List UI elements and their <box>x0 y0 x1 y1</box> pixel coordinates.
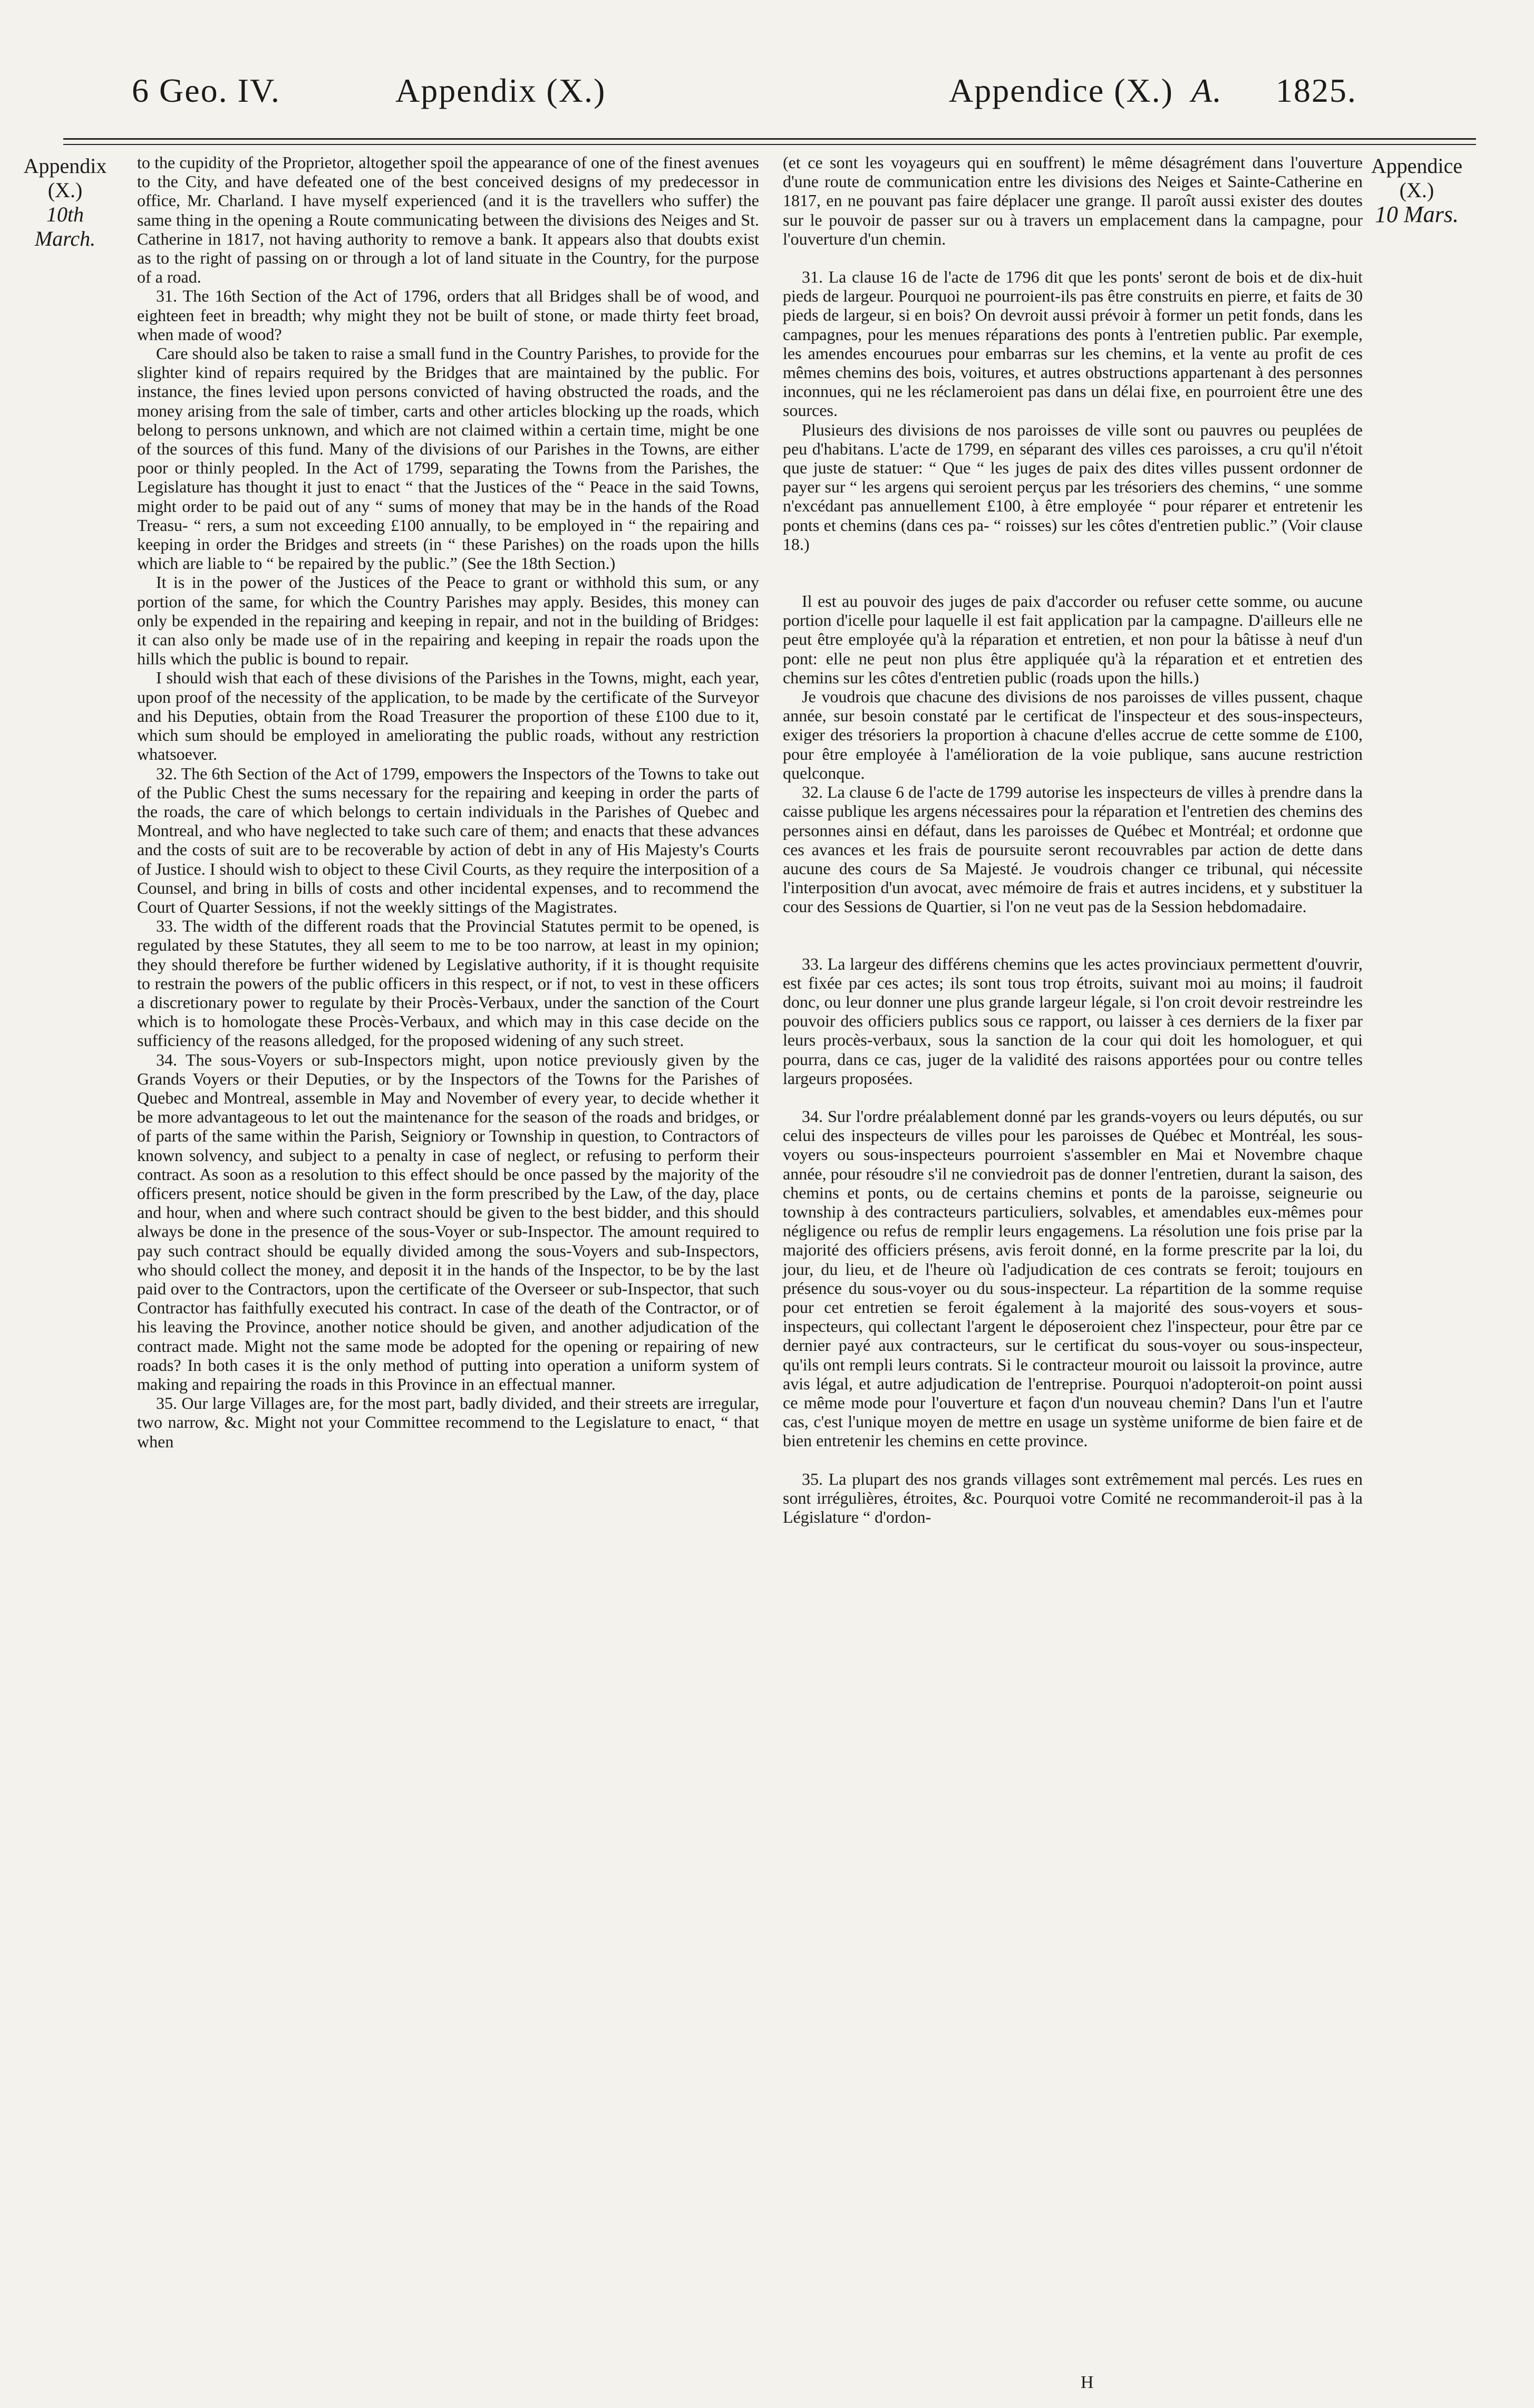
paragraph: 34. Sur l'ordre préalablement donné par les grands-voyers ou leurs députés, ou sur celui des inspecteurs de villes pour les paroisses de Québec et Montréal, les sous-voyers ou sous-inspecteurs pourroient s'assembler en Mai et Novembre chaque année, pour résoudre s'il ne conviedroit pas de donner l'entretien, durant la saison, des chemins et ponts, ou de certains chemins et ponts de la paroisse, seigneurie ou township à des contracteurs particuliers, solvables, et amendables eux-mêmes pour négligence ou refus de remplir leurs engagemens. La résolution une fois prise par la majorité des officiers présens, avis feroit donné, en la forme prescrite par la loi, du jour, du lieu, et de l'heure où l'adjudication de ces contrats se feroit; toujours en présence du sous-voyer ou du sous-inspecteur. La répartition de la somme requise pour cet entretien se feroit également à la majorité des sous-voyers et sous-inspecteurs, qui collectant l'argent le déposeroient chez l'inspecteur, pour être par ce dernier payé aux contracteurs, sur le certificat du sous-voyer ou sous-inspecteur, qu'ils ont rempli leurs contrats. Si le contracteur mouroit ou laissoit la province, autre avis légal, et autre adjudication de l'entreprise. Pourquoi n'adopteroit-on point aussi ce même mode pour l'ouverture et façon d'un nouveau chemin? Dans l'un et l'autre cas, c'est l'unique moyen de mettre en usage un système uniforme de bien faire et de bien entretenir les chemins en cette province. <box>783 1106 1363 1450</box>
english-column <box>137 153 759 1451</box>
paragraph: 33. La largeur des différens chemins que les actes provinciaux permettent d'ouvrir, est fixée par ces actes; ils sont tous trop étroits, suivant moi au moins; il faudroit donc, ou leur donner une plus grande largeur légale, si l'on croit devoir restreindre les pouvoir des officiers publics sous ce rapport, ou laisser à ces derniers de la fixer par leurs procès-verbaux, sous la sanction de la cour qui doit les homologuer, et qui pourra, dans ce cas, juger de la validité des raisons apportées pour ou contre telles largeurs proposées. <box>783 954 1363 1088</box>
header-letter: A. <box>1191 72 1223 109</box>
spacer <box>783 554 1363 573</box>
spacer <box>783 916 1363 935</box>
spacer <box>783 935 1363 954</box>
header-session: 6 Geo. IV. <box>132 72 280 109</box>
spacer <box>783 573 1363 592</box>
paragraph: (et ce sont les voyageurs qui en souffrent) le même désagrément dans l'ouverture d'une route de communication entre les divisions des Neiges et Sainte-Catherine en 1817, en ne pouvant pas faire déplacer une grange. Il paroît aussi exister des doutes sur le pouvoir de passer sur ou à travers un emplacement dans la campagne, pour l'ouverture d'un chemin. <box>783 153 1363 248</box>
paragraph: Plusieurs des divisions de nos paroisses de ville sont ou pauvres ou peuplées de peu d'habitans. L'acte de 1799, en séparant des villes ces paroisses, a cru qu'il n'étoit que juste de statuer: “ Que “ les juges de paix des dites villes pussent ordonner de payer sur “ les argens qui seroient perçus par les trésoriers des chemins, “ une somme n'excédant pas annuellement £100, à être employée “ pour réparer et entretenir les ponts et chemins (dans ces pa- “ roisses) sur les côtes d'entretien public.” (Voir clause 18.) <box>783 420 1363 554</box>
margin-label: Appendice <box>1371 154 1463 178</box>
margin-sub: (X.) <box>47 178 83 202</box>
paragraph: Je voudrois que chacune des divisions de nos paroisses de villes pussent, chaque année, sur besoin constaté par le certificat de l'inspecteur et des sous-inspecteurs, exiger des trésoriers la proportion à chacune d'elles accrue de cette somme de £100, pour être employée à l'amélioration de la voie publique, sans aucune restriction quelconque. <box>783 687 1363 782</box>
margin-note-english <box>19 154 111 251</box>
paragraph: 31. The 16th Section of the Act of 1796, orders that all Bridges shall be of wood, and eighteen feet in breadth; why might they not be built of stone, or made thirty feet broad, when made of wood? <box>137 286 759 344</box>
margin-note-french <box>1371 154 1463 227</box>
header-rule <box>63 138 1476 145</box>
spacer <box>783 248 1363 267</box>
header-appendix-french: Appendice (X.) <box>949 72 1174 109</box>
paragraph: Il est au pouvoir des juges de paix d'accorder ou refuser cette somme, ou aucune portion d'icelle pour laquelle il est fait application par la campagne. D'ailleurs elle ne peut être employée qu'à la réparation et entretien, et non pour la bâtisse à neuf d'un pont: elle ne peut non plus être appliquée qu'à la réparation et et entretien des chemins sur les côtes d'entretien public (roads upon the hills.) <box>783 592 1363 687</box>
running-header <box>132 71 1397 129</box>
paragraph: I should wish that each of these divisions of the Parishes in the Towns, might, each year, upon proof of the necessity of the application, to be made by the certificate of the Surveyor and his Deputies, obtain from the Road Treasurer the proportion of these £100 due to it, which sum should be employed in ameliorating the public roads, without any restriction whatsoever. <box>137 668 759 764</box>
spacer <box>783 1450 1363 1469</box>
margin-label: Appendix <box>23 154 107 178</box>
paragraph: 31. La clause 16 de l'acte de 1796 dit que les ponts' seront de bois et de dix-huit pieds de largeur. Pourquoi ne pourroient-ils pas être construits en pierre, et faits de 30 pieds de largeur, si en bois? On devroit aussi prévoir à former un petit fonds, dans les campagnes, pour les menues réparations des ponts à l'entretien public. Par exemple, les amendes encourues pour embarras sur les chemins, et la vente au profit de ces mêmes chemins des bois, voitures, et autres obstructions appartenant à des personnes inconnues, qui ne les réclameroient pas dans un délai fixe, en pourroient être une des sources. <box>783 267 1363 420</box>
paragraph: 35. Our large Villages are, for the most part, badly divided, and their streets are irregular, two narrow, &c. Might not your Committee recommend to the Legislature to enact, “ that when <box>137 1394 759 1451</box>
header-appendix-english: Appendix (X.) <box>395 72 606 109</box>
french-column <box>783 153 1363 1526</box>
paragraph: It is in the power of the Justices of the Peace to grant or withhold this sum, or any portion of the same, for which the Country Parishes may apply. Besides, this money can only be expended in the repairing and keeping in repair, and not in the building of Bridges: it can also only be made use of in the repairing and keeping in repair the roads upon the hills which the public is bound to repair. <box>137 573 759 669</box>
paragraph: Care should also be taken to raise a small fund in the Country Parishes, to provide for the slighter kind of repairs required by the Bridges that are maintained by the public. For instance, the fines levied upon persons convicted of having obstructed the roads, and the money arising from the sale of timber, carts and other articles blocking up the roads, which belong to persons unknown, and which are not claimed within a certain time, might be one of the sources of this fund. Many of the divisions of our Parishes in the Towns, are either poor or thinly peopled. In the Act of 1799, separating the Towns from the Parishes, the Legislature has thought it just to enact “ that the Justices of the “ Peace in the said Towns, might order to be paid out of any “ sums of money that may be in the hands of the Road Treasu- “ rers, a sum not exceeding £100 annually, to be employed in “ the repairing and keeping in order the Bridges and streets (in “ these Parishes) on the roads upon the hills which are liable to “ be repaired by the public.” (See the 18th Section.) <box>137 344 759 573</box>
margin-date: 10th March. <box>34 202 96 250</box>
paragraph: 32. The 6th Section of the Act of 1799, empowers the Inspectors of the Towns to take out of the Public Chest the sums necessary for the repairing and keeping in order the parts of the roads, the care of which belongs to certain individuals in the Parishes of Quebec and Montreal, and who have neglected to take such care of them; and enacts that these advances and the costs of suit are to be recoverable by action of debt in any of His Majesty's Courts of Justice. I should wish to object to these Civil Courts, as they require the interposition of a Counsel, and bring in bills of costs and other incidental expenses, and to recommend the Court of Quarter Sessions, if not the weekly sittings of the Magistrates. <box>137 763 759 916</box>
paragraph: 34. The sous-Voyers or sub-Inspectors might, upon notice previously given by the Grands Voyers or their Deputies, or by the Inspectors of the Towns for the Parishes of Quebec and Montreal, assemble in May and November of every year, to decide whether it be more advantageous to let out the maintenance for the season of the roads and bridges, or of parts of the same within the Parish, Seigniory or Township in question, to Contractors of known solvency, and subject to a penalty in case of neglect, or refusing to perform their contract. As soon as a resolution to this effect should be once passed by the majority of the officers present, notice should be given in the form prescribed by the Law, of the day, place and hour, when and where such contract should be given to the best bidder, and this should always be done in the presence of the sous-Voyer or sub-Inspector. The amount required to pay such contract should be equally divided among the sous-Voyers and sub-Inspectors, who should collect the money, and deposit it in the hands of the Inspector, to be by the last paid over to the Contractors, upon the certificate of the Overseer or sub-Inspector, that such Contractor has faithfully executed his contract. In case of the death of the Contractor, or of his leaving the Province, another notice should be given, and another adjudication of the contract made. Might not the same mode be adopted for the opening or repairing of new roads? In both cases it is the only method of putting into operation a uniform system of making and repairing the roads in this Province in an effectual manner. <box>137 1050 759 1394</box>
spacer <box>783 1088 1363 1107</box>
paragraph: 32. La clause 6 de l'acte de 1799 autorise les inspecteurs de villes à prendre dans la caisse publique les argens nécessaires pour la réparation et l'entretien des chemins des personnes ainsi en défaut, dans les paroisses de Québec et Montréal; et ordonne que ces avances et les frais de poursuite seront recouvrables par action de dette dans aucune des cours de Sa Majesté. Je voudrois changer ce tribunal, qui nécessite l'interposition d'un avocat, avec mémoire de frais et autres incidens, et y substituer la cour des Sessions de Quartier, si l'on ne veut pas de la Session hebdomadaire. <box>783 782 1363 916</box>
margin-sub: (X.) <box>1399 178 1434 202</box>
header-year: 1825. <box>1276 72 1357 109</box>
signature-mark: H <box>1081 2373 1094 2392</box>
margin-date: 10 Mars. <box>1375 201 1459 227</box>
paragraph: 35. La plupart des nos grands villages sont extrêmement mal percés. Les rues en sont irrégulières, étroites, &c. Pourquoi votre Comité ne recommanderoit-il pas à la Législature “ d'ordon- <box>783 1469 1363 1526</box>
paragraph: 33. The width of the different roads that the Provincial Statutes permit to be opened, is regulated by these Statutes, they all seem to me to be too narrow, at least in my opinion; they should therefore be further widened by Legislative authority, if it is thought requisite to restrain the powers of the public officers in this respect, or if not, to vest in these officers a discretionary power to regulate by their Procès-Verbaux, under the sanction of the Court which is to homologate these Procès-Verbaux, and which may in this case decide on the sufficiency of the reasons alledged, for the proposed widening of any such street. <box>137 916 759 1050</box>
paragraph: to the cupidity of the Proprietor, altogether spoil the appearance of one of the finest avenues to the City, and have defeated one of the best conceived designs of my predecessor in office, Mr. Charland. I have myself experienced (and it is the travellers who suffer) the same thing in the opening a Route communicating between the divisions des Neiges and St. Catherine in 1817, not having authority to remove a bank. It appears also that doubts exist as to the right of passing on or through a lot of land situate in the Country, for the purpose of a road. <box>137 153 759 287</box>
